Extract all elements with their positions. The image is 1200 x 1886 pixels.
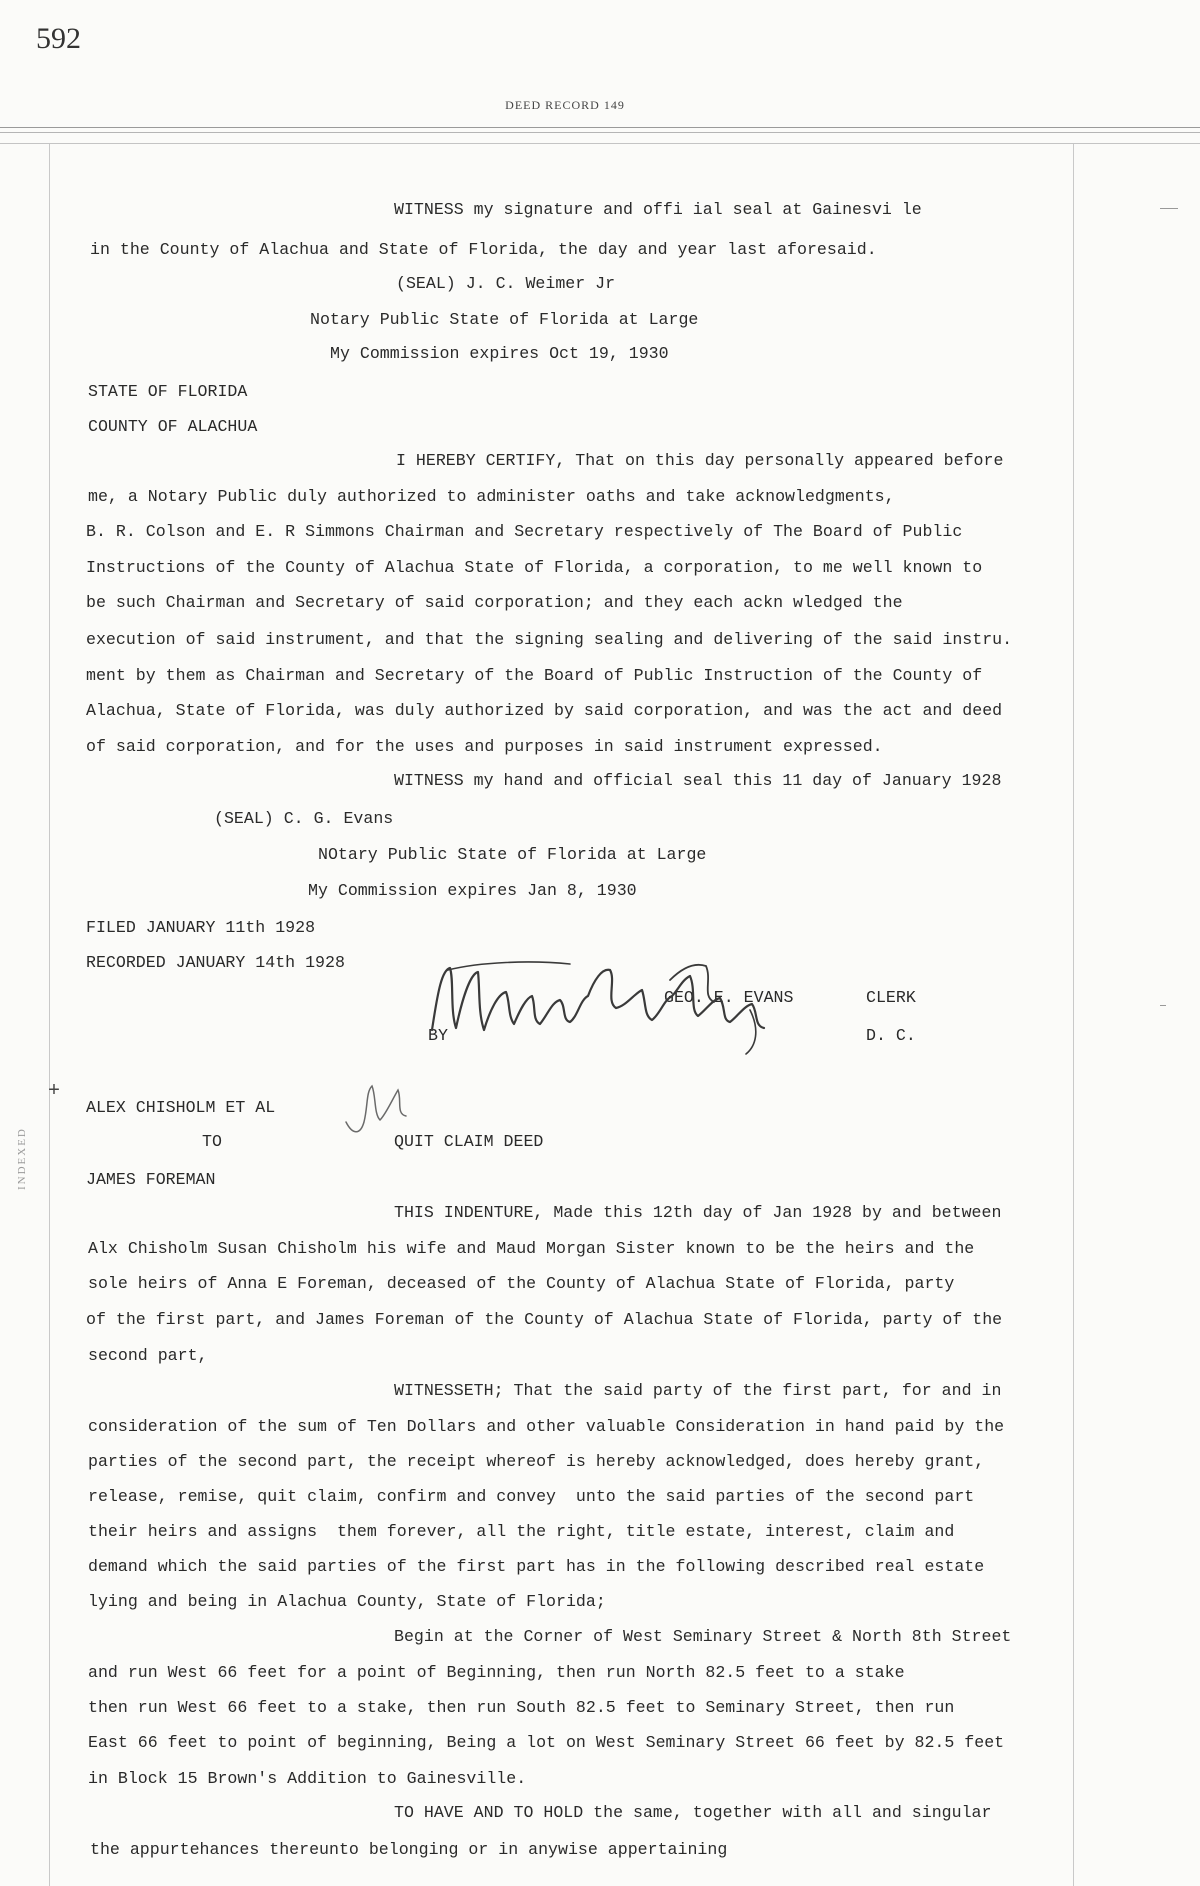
handwritten-initials bbox=[336, 1074, 416, 1144]
text-line: second part, bbox=[88, 1346, 208, 1365]
text-line: TO HAVE AND TO HOLD the same, together with all and singular bbox=[394, 1803, 992, 1822]
text-line: of the first part, and James Foreman of the County of Alachua State of Florida, party of the bbox=[86, 1310, 1003, 1329]
text-line: then run West 66 feet to a stake, then run South 82.5 feet to Seminary Street, then run bbox=[88, 1698, 955, 1717]
text-line: in the County of Alachua and State of Florida, the day and year last aforesaid. bbox=[90, 240, 877, 259]
text-line: be such Chairman and Secretary of said corporation; and they each ackn wledged the bbox=[86, 593, 903, 612]
text-line: JAMES FOREMAN bbox=[86, 1170, 216, 1189]
text-line: Alachua, State of Florida, was duly authorized by said corporation, and was the act and deed bbox=[86, 701, 1003, 720]
edge-mark bbox=[1160, 208, 1178, 209]
text-line: RECORDED JANUARY 14th 1928 bbox=[86, 953, 345, 972]
text-line: (SEAL) J. C. Weimer Jr bbox=[396, 274, 616, 293]
text-line: GEO. E. EVANS bbox=[664, 988, 794, 1007]
text-line: me, a Notary Public duly authorized to administer oaths and take acknowledgments, bbox=[88, 487, 895, 506]
text-line: BY bbox=[428, 1026, 448, 1045]
text-line: the appurtehances thereunto belonging or in anywise appertaining bbox=[90, 1840, 728, 1859]
indexed-stamp: INDEXED bbox=[16, 1127, 28, 1190]
text-line: sole heirs of Anna E Foreman, deceased of the County of Alachua State of Florida, party bbox=[88, 1274, 955, 1293]
text-line: TO bbox=[202, 1132, 222, 1151]
text-line: WITNESS my signature and offi ial seal at Gainesvi le bbox=[394, 200, 922, 219]
text-line: My Commission expires Oct 19, 1930 bbox=[330, 344, 669, 363]
text-line: FILED JANUARY 11th 1928 bbox=[86, 918, 316, 937]
text-line: Alx Chisholm Susan Chisholm his wife and Maud Morgan Sister known to be the heirs and the bbox=[88, 1239, 975, 1258]
right-margin-line bbox=[1073, 144, 1074, 1886]
text-line: NOtary Public State of Florida at Large bbox=[318, 845, 707, 864]
cross-mark: + bbox=[48, 1080, 61, 1103]
header-rule bbox=[0, 127, 1200, 128]
text-line: WITNESS my hand and official seal this 11 day of January 1928 bbox=[394, 771, 1002, 790]
text-line: and run West 66 feet for a point of Beginning, then run North 82.5 feet to a stake bbox=[88, 1663, 905, 1682]
deed-record-title: DEED RECORD 149 bbox=[505, 98, 625, 112]
text-line: COUNTY OF ALACHUA bbox=[88, 417, 258, 436]
edge-mark bbox=[1160, 1005, 1166, 1006]
text-line: WITNESSETH; That the said party of the first part, for and in bbox=[394, 1381, 1002, 1400]
text-line: parties of the second part, the receipt whereof is hereby acknowledged, does hereby grant, bbox=[88, 1452, 985, 1471]
text-line: STATE OF FLORIDA bbox=[88, 382, 248, 401]
header-rule bbox=[0, 132, 1200, 133]
handwritten-signature bbox=[420, 950, 810, 1060]
text-line: demand which the said parties of the first part has in the following described real estate bbox=[88, 1557, 985, 1576]
text-line: Notary Public State of Florida at Large bbox=[310, 310, 699, 329]
text-line: lying and being in Alachua County, State of Florida; bbox=[88, 1592, 606, 1611]
text-line: B. R. Colson and E. R Simmons Chairman and Secretary respectively of The Board of Public bbox=[86, 522, 963, 541]
text-line: I HEREBY CERTIFY, That on this day personally appeared before bbox=[396, 451, 1004, 470]
text-line: consideration of the sum of Ten Dollars and other valuable Consideration in hand paid by the bbox=[88, 1417, 1005, 1436]
text-line: (SEAL) C. G. Evans bbox=[214, 809, 394, 828]
text-line: QUIT CLAIM DEED bbox=[394, 1132, 544, 1151]
header-rule bbox=[0, 143, 1200, 144]
text-line: My Commission expires Jan 8, 1930 bbox=[308, 881, 637, 900]
text-line: THIS INDENTURE, Made this 12th day of Jan 1928 by and between bbox=[394, 1203, 1002, 1222]
text-line: Instructions of the County of Alachua State of Florida, a corporation, to me well known to bbox=[86, 558, 983, 577]
text-line: ALEX CHISHOLM ET AL bbox=[86, 1098, 276, 1117]
text-line: D. C. bbox=[866, 1026, 916, 1045]
text-line: East 66 feet to point of beginning, Being a lot on West Seminary Street 66 feet by 82.5 feet bbox=[88, 1733, 1005, 1752]
text-line: of said corporation, and for the uses and purposes in said instrument expressed. bbox=[86, 737, 883, 756]
text-line: CLERK bbox=[866, 988, 916, 1007]
text-line: their heirs and assigns them forever, all the right, title estate, interest, claim and bbox=[88, 1522, 955, 1541]
left-margin-line bbox=[49, 144, 50, 1886]
text-line: release, remise, quit claim, confirm and convey unto the said parties of the second part bbox=[88, 1487, 975, 1506]
text-line: execution of said instrument, and that the signing sealing and delivering of the said instru. bbox=[86, 630, 1013, 649]
text-line: in Block 15 Brown's Addition to Gainesville. bbox=[88, 1769, 527, 1788]
page-number: 592 bbox=[36, 22, 81, 55]
text-line: ment by them as Chairman and Secretary of the Board of Public Instruction of the County of bbox=[86, 666, 983, 685]
text-line: Begin at the Corner of West Seminary Street & North 8th Street bbox=[394, 1627, 1012, 1646]
